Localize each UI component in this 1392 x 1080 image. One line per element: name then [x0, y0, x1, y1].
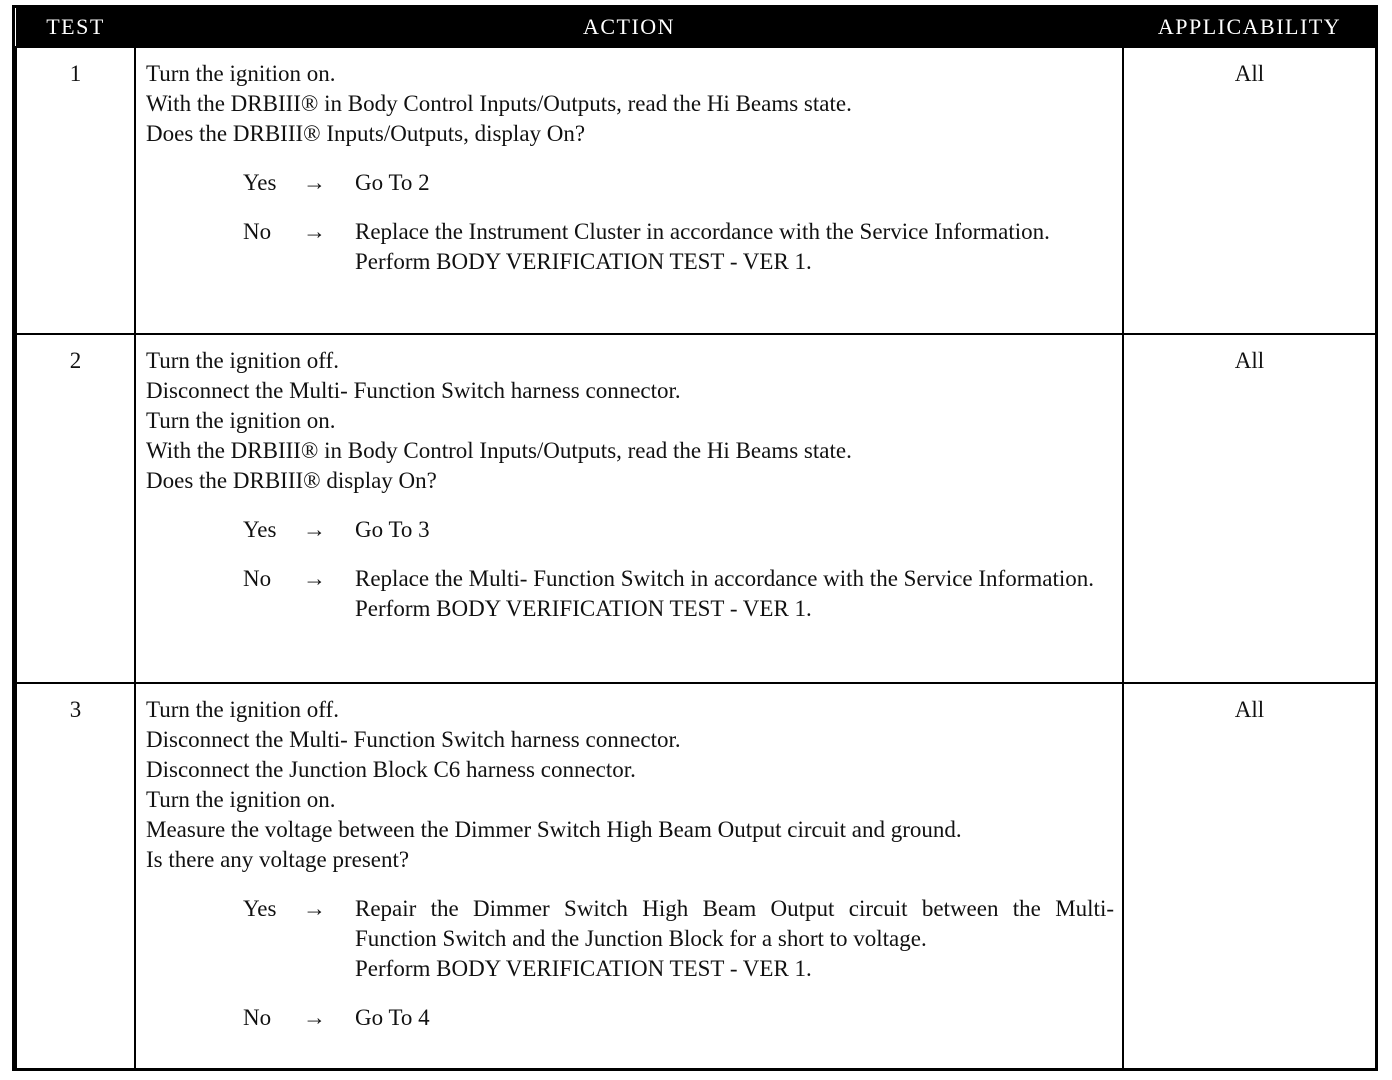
- result-label: No: [243, 219, 272, 244]
- arrow-icon: →: [303, 896, 326, 921]
- header-applicability: APPLICABILITY: [1123, 8, 1376, 47]
- action-cell: [135, 47, 1123, 334]
- test-number: 1: [16, 47, 135, 334]
- table-row: [16, 683, 1376, 1068]
- table-row: [16, 47, 1376, 334]
- action-step: Turn the ignition off.: [146, 697, 339, 722]
- test-number: 2: [16, 334, 135, 683]
- result-label: Yes: [243, 896, 277, 921]
- result-label: Yes: [243, 170, 277, 195]
- result-text: Replace the Instrument Cluster in accordance with the Service Information.: [355, 219, 1050, 244]
- header-action: ACTION: [135, 8, 1123, 47]
- result-label: No: [243, 566, 272, 591]
- result-text: Perform BODY VERIFICATION TEST - VER 1.: [355, 596, 812, 621]
- applicability-value: All: [1123, 683, 1376, 1068]
- table-header-row: [16, 8, 1376, 47]
- action-step: Turn the ignition on.: [146, 61, 336, 86]
- result-yes: [146, 515, 1114, 545]
- result-label: No: [243, 1005, 272, 1030]
- action-step: Does the DRBIII® display On?: [146, 468, 437, 493]
- result-no: [146, 1003, 1114, 1033]
- table-row: [16, 334, 1376, 683]
- result-no: [146, 217, 1114, 277]
- arrow-icon: →: [303, 566, 326, 591]
- arrow-icon: →: [303, 219, 326, 244]
- arrow-icon: →: [303, 1005, 326, 1030]
- diagnostic-test-table: [15, 8, 1377, 1068]
- action-step: Disconnect the Multi- Function Switch harness connector.: [146, 727, 681, 752]
- result-text: Go To 3: [355, 517, 430, 542]
- applicability-value: All: [1123, 47, 1376, 334]
- result-yes: [146, 168, 1114, 198]
- applicability-value: All: [1123, 334, 1376, 683]
- result-label: Yes: [243, 517, 277, 542]
- result-text: Perform BODY VERIFICATION TEST - VER 1.: [355, 249, 812, 274]
- test-number: 3: [16, 683, 135, 1068]
- action-step: With the DRBIII® in Body Control Inputs/Outputs, read the Hi Beams state.: [146, 91, 852, 116]
- action-step: With the DRBIII® in Body Control Inputs/Outputs, read the Hi Beams state.: [146, 438, 852, 463]
- action-cell: [135, 683, 1123, 1068]
- header-test: TEST: [16, 8, 135, 47]
- result-text: Go To 2: [355, 170, 430, 195]
- result-text: Go To 4: [355, 1005, 430, 1030]
- action-step: Turn the ignition on.: [146, 787, 336, 812]
- result-yes: [146, 894, 1114, 984]
- action-step: Measure the voltage between the Dimmer Switch High Beam Output circuit and ground.: [146, 817, 962, 842]
- action-cell: [135, 334, 1123, 683]
- result-text: Perform BODY VERIFICATION TEST - VER 1.: [355, 956, 812, 981]
- action-step: Turn the ignition on.: [146, 408, 336, 433]
- result-text: Repair the Dimmer Switch High Beam Output circuit between the Multi- Function Switch and the Junction Block for a short to voltage.: [355, 896, 1114, 951]
- action-step: Disconnect the Junction Block C6 harness connector.: [146, 757, 636, 782]
- action-step: Does the DRBIII® Inputs/Outputs, display On?: [146, 121, 586, 146]
- result-text: Replace the Multi- Function Switch in accordance with the Service Information.: [355, 566, 1094, 591]
- diagnostic-table-page: [12, 5, 1378, 1071]
- result-no: [146, 564, 1114, 624]
- action-step: Is there any voltage present?: [146, 847, 410, 872]
- action-step: Disconnect the Multi- Function Switch harness connector.: [146, 378, 681, 403]
- arrow-icon: →: [303, 517, 326, 542]
- action-step: Turn the ignition off.: [146, 348, 339, 373]
- arrow-icon: →: [303, 170, 326, 195]
